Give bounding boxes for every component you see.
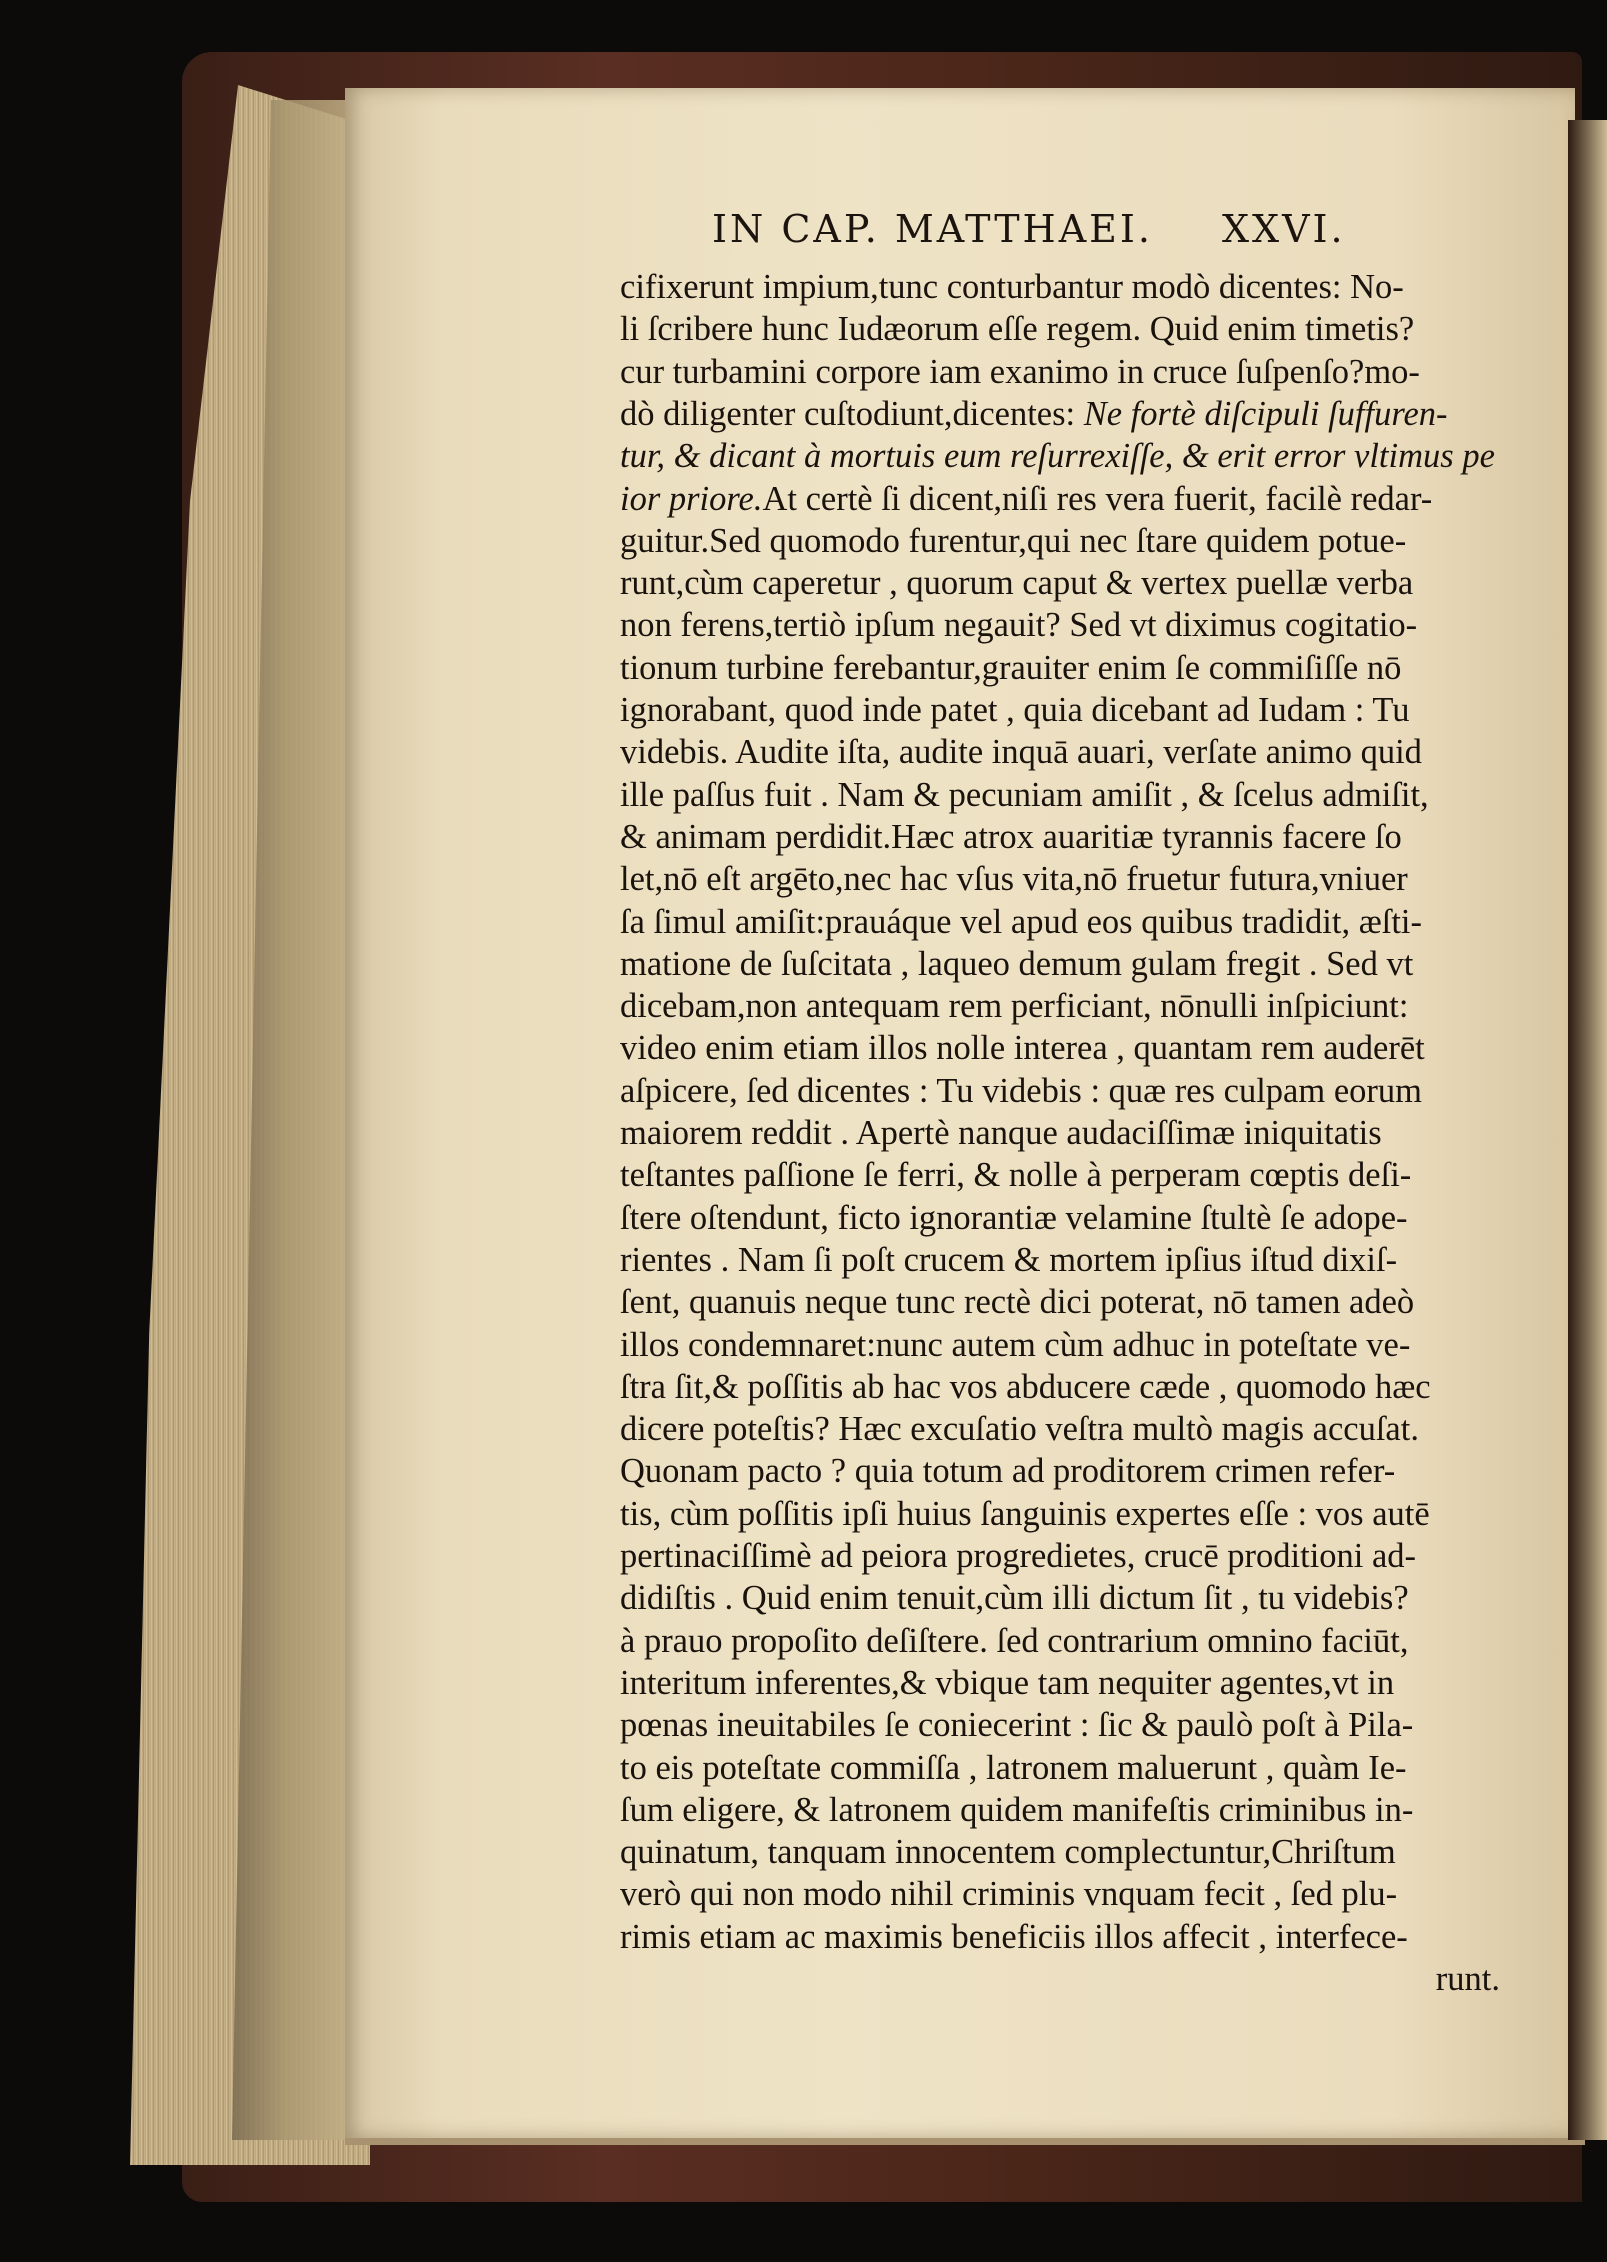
text-segment: dò diligenter cuſtodiunt,dicentes: — [620, 394, 1084, 433]
text-line — [620, 985, 1500, 1027]
text-line — [620, 1958, 1500, 2000]
text-segment: illos condemnaret:nunc autem cùm adhuc in poteſtate ve- — [620, 1325, 1411, 1364]
text-line — [620, 604, 1500, 646]
text-segment: tis, cùm poſſitis ipſi huius ſanguinis expertes eſſe : vos autē — [620, 1494, 1430, 1533]
text-line — [620, 1281, 1500, 1323]
italic-text: Ne fortè diſcipuli ſuffuren- — [1083, 394, 1448, 433]
text-segment: guitur.Sed quomodo furentur,qui nec ſtare quidem potue- — [620, 521, 1407, 560]
text-segment: ille paſſus fuit . Nam & pecuniam amiſit , & ſcelus admiſit, — [620, 775, 1429, 814]
text-line — [620, 1112, 1500, 1154]
text-segment: ignorabant, quod inde patet , quia dicebant ad Iudam : Tu — [620, 691, 1410, 729]
text-line — [620, 1366, 1500, 1408]
text-line — [620, 1027, 1500, 1069]
text-line — [620, 1620, 1500, 1662]
text-segment: dicere poteſtis? Hæc excuſatio veſtra multò magis accuſat. — [620, 1410, 1419, 1449]
text-segment: li ſcribere hunc Iudæorum eſſe regem. Quid enim timetis? — [620, 310, 1415, 349]
text-line — [620, 520, 1500, 562]
text-segment: ſtere oſtendunt, ficto ignorantiæ velamine ſtultè ſe adope- — [620, 1198, 1408, 1237]
text-line — [620, 1450, 1500, 1492]
text-segment: rimis etiam ac maximis beneficiis illos affecit , interfece- — [620, 1917, 1408, 1956]
text-segment: teſtantes paſſione ſe ferri, & nolle à perperam cœptis deſi- — [620, 1156, 1412, 1195]
text-line — [620, 774, 1500, 816]
text-segment: matione de ſuſcitata , laqueo demum gulam fregit . Sed vt — [620, 944, 1414, 983]
text-line — [620, 1535, 1500, 1577]
text-line — [620, 858, 1500, 900]
text-segment: cifixerunt impium,tunc conturbantur modò dicentes: No- — [620, 268, 1404, 306]
text-segment: tionum turbine ferebantur,grauiter enim ſe commiſiſſe nō — [620, 648, 1402, 687]
text-line — [620, 1493, 1500, 1535]
text-segment: interitum inferentes,& vbique tam nequiter agentes,vt in — [620, 1663, 1395, 1702]
text-segment: runt. — [1435, 1960, 1500, 1998]
text-line — [620, 731, 1500, 773]
text-segment: ſum eligere, & latronem quidem manifeſtis criminibus in- — [620, 1790, 1414, 1829]
text-segment: let,nō eſt argēto,nec hac vſus vita,nō fruetur futura,vniuer — [620, 860, 1408, 899]
text-line — [620, 816, 1500, 858]
text-line — [620, 1577, 1500, 1619]
text-segment: video enim etiam illos nolle interea , quantam rem auderēt — [620, 1029, 1425, 1068]
text-segment: rientes . Nam ſi poſt crucem & mortem ipſius iſtud dixiſ- — [620, 1240, 1398, 1279]
text-segment: cur turbamini corpore iam exanimo in cruce ſuſpenſo?mo- — [620, 352, 1420, 391]
text-segment: Quonam pacto ? quia totum ad proditorem crimen refer- — [620, 1452, 1396, 1491]
text-line — [620, 1070, 1500, 1112]
text-line — [620, 1408, 1500, 1450]
text-segment: pertinaciſſimè ad peiora progredietes, crucē proditioni ad- — [620, 1537, 1417, 1575]
text-line — [620, 308, 1500, 350]
text-line — [620, 1704, 1500, 1746]
text-line — [620, 562, 1500, 604]
text-line — [620, 901, 1500, 943]
text-segment: ſa ſimul amiſit:prauáque vel apud eos quibus tradidit, æſti- — [620, 902, 1422, 941]
text-line — [620, 1873, 1500, 1915]
text-segment: videbis. Audite iſta, audite inquā auari, verſate animo quid — [620, 733, 1422, 772]
facing-page-edge — [1568, 120, 1607, 2140]
text-line — [620, 266, 1500, 308]
text-line — [620, 1789, 1500, 1831]
text-line — [620, 351, 1500, 393]
text-line — [620, 1324, 1500, 1366]
text-segment: & animam perdidit.Hæc atrox auaritiæ tyrannis facere ſo — [620, 817, 1402, 856]
text-line — [620, 1197, 1500, 1239]
text-segment: pœnas ineuitabiles ſe coniecerint : ſic & paulò poſt à Pila- — [620, 1706, 1414, 1745]
text-line — [620, 1662, 1500, 1704]
text-line — [620, 943, 1500, 985]
text-segment: à prauo propoſito deſiſtere. ſed contrarium omnino faciūt, — [620, 1621, 1409, 1660]
italic-text: tur, & dicant à mortuis eum reſurrexiſſe, & erit error vltimus pe — [620, 437, 1495, 476]
text-segment: ſent, quanuis neque tunc rectè dici poterat, nō tamen adeò — [620, 1283, 1415, 1322]
text-line — [620, 1239, 1500, 1281]
chapter-number: XXVI. — [1222, 207, 1346, 251]
text-segment: aſpicere, ſed dicentes : Tu videbis : quæ res culpam eorum — [620, 1071, 1422, 1110]
text-segment: dicebam,non antequam rem perficiant, nōnulli inſpiciunt: — [620, 987, 1409, 1026]
text-segment: maiorem reddit . Apertè nanque audaciſſimæ iniquitatis — [620, 1114, 1382, 1152]
italic-text: ior priore. — [620, 479, 763, 518]
text-line — [620, 1154, 1500, 1196]
text-segment: ſtra ſit,& poſſitis ab hac vos abducere cæde , quomodo hæc — [620, 1367, 1431, 1406]
text-line — [620, 1747, 1500, 1789]
text-line — [620, 647, 1500, 689]
running-header-title: IN CAP. MATTHAEI. — [712, 207, 1153, 251]
text-segment: non ferens,tertiò ipſum negauit? Sed vt diximus cogitatio- — [620, 606, 1418, 645]
text-segment: didiſtis . Quid enim tenuit,cùm illi dictum ſit , tu videbis? — [620, 1579, 1409, 1618]
text-segment: runt,cùm caperetur , quorum caput & vertex puellæ verba — [620, 564, 1414, 603]
text-line — [620, 393, 1500, 435]
text-line — [620, 1831, 1500, 1873]
text-line — [620, 435, 1500, 477]
text-line — [620, 1916, 1500, 1958]
text-line — [620, 478, 1500, 520]
text-segment: quinatum, tanquam innocentem complectuntur,Chriſtum — [620, 1833, 1396, 1872]
text-line — [620, 689, 1500, 731]
text-segment: verò qui non modo nihil criminis vnquam fecit , ſed plu- — [620, 1875, 1398, 1914]
text-segment: to eis poteſtate commiſſa , latronem maluerunt , quàm Ie- — [620, 1748, 1407, 1787]
text-segment: At certè ſi dicent,niſi res vera fuerit, facilè redar- — [762, 479, 1433, 518]
